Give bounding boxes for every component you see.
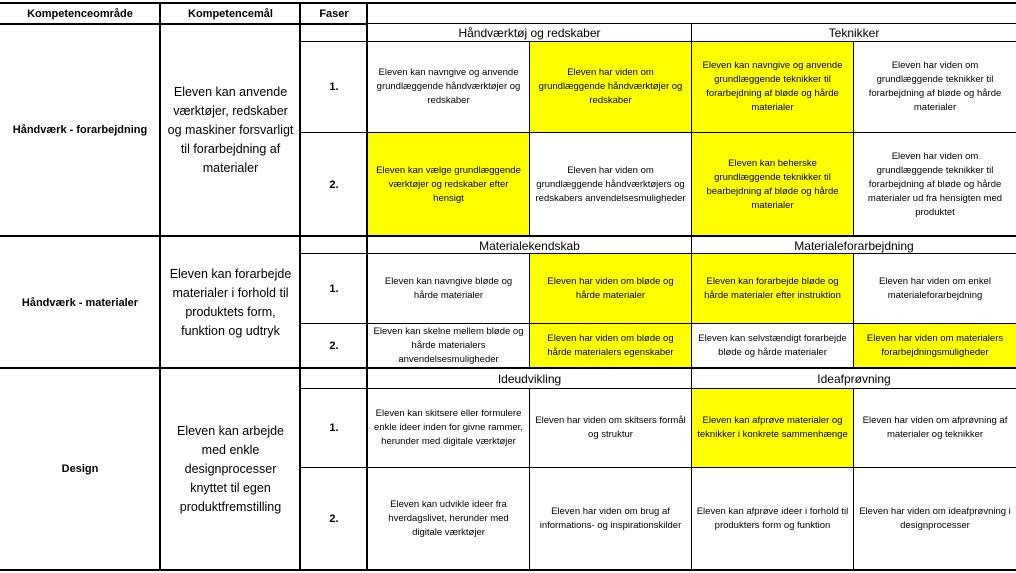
section-goal-text: Eleven kan arbejde med enkle designprocesser knyttet til egen produktfremstilling xyxy=(176,423,285,514)
section-area-label: Håndværk - materialer xyxy=(21,296,139,309)
section-goal-text: Eleven kan anvende værktøjer, redskaber og maskiner forsvarligt til forarbejdning af materialer xyxy=(167,84,294,175)
table-cell: Eleven kan afprøve materialer og teknikker i konkrete sammenhænge xyxy=(692,389,853,467)
table-cell: Eleven har viden om grundlæggende teknikker til forarbejdning af bløde og hårde materialer ud fra hensigten med produktet xyxy=(867,150,1003,218)
table-cell: Eleven har viden om grundlæggende håndværktøjers og redskabers anvendelsesmuligheder xyxy=(535,164,686,204)
header-phases: Faser xyxy=(319,7,349,20)
table-cell: Eleven kan udvikle ideer fra hverdagslivet, herunder med digitale værktøjer xyxy=(388,498,509,538)
grid-line xyxy=(529,254,530,368)
phase-label: 2. xyxy=(329,340,339,352)
grid-line xyxy=(301,41,1016,42)
grid-line xyxy=(529,389,530,569)
grid-line xyxy=(366,2,368,571)
header-competence-goal: Kompetencemål xyxy=(188,7,273,20)
phase-label: 2. xyxy=(329,512,339,525)
section-area-label: Design xyxy=(61,463,99,475)
header-competence-area: Kompetenceområde xyxy=(27,7,133,20)
grid-line xyxy=(301,253,1016,254)
grid-line xyxy=(853,42,854,236)
grid-line xyxy=(0,367,1016,369)
section-area-label: Håndværk - forarbejdning xyxy=(12,124,148,136)
section-goal-text: Eleven kan forarbejde materialer i forhold til produktets form, funktion og udtryk xyxy=(169,266,292,338)
grid-line xyxy=(529,42,530,236)
grid-line xyxy=(691,24,692,569)
grid-line xyxy=(159,2,161,571)
phase-label: 1. xyxy=(329,81,339,93)
group-header: Teknikker xyxy=(828,26,880,40)
grid-line xyxy=(0,23,367,25)
table-cell: Eleven kan skitsere eller formulere enkle ideer inden for givne rammer, herunder med digitale værktøjer xyxy=(374,408,523,447)
table-cell: Eleven har viden om bløde og hårde materialer xyxy=(530,254,691,323)
grid-line xyxy=(301,388,1016,389)
grid-line xyxy=(0,235,1016,237)
phase-label: 2. xyxy=(329,178,339,191)
table-cell: Eleven har viden om brug af informations- og inspirationskilder xyxy=(539,505,682,531)
table-cell: Eleven har viden om grundlæggende teknikker til forarbejdning af bløde og hårde materialer xyxy=(868,60,1002,113)
phase-label: 1. xyxy=(329,422,339,434)
table-cell: Eleven kan selvstændigt forarbejde bløde og hårde materialer xyxy=(698,333,847,358)
group-header: Håndværktøj og redskaber xyxy=(458,26,601,40)
grid-line xyxy=(301,132,1016,133)
group-header: Ideafprøvning xyxy=(817,371,891,386)
table-cell: Eleven har viden om grundlæggende håndværktøjer og redskaber xyxy=(530,42,691,132)
table-cell: Eleven kan forarbejde bløde og hårde materialer efter instruktion xyxy=(692,254,853,323)
grid-line xyxy=(301,467,1016,468)
group-header: Materialekendskab xyxy=(479,238,580,253)
grid-line xyxy=(0,569,1016,571)
table-cell: Eleven har viden om skitsers formål og struktur xyxy=(535,415,686,440)
table-cell: Eleven har viden om materialers forarbejdningsmuligheder xyxy=(854,324,1016,368)
table-cell: Eleven har viden om enkel materialeforarbejdning xyxy=(879,275,991,301)
group-header: Materialeforarbejdning xyxy=(794,238,914,253)
table-cell: Eleven kan navngive og anvende grundlæggende håndværktøjer og redskaber xyxy=(376,67,521,106)
table-cell: Eleven har viden om afprøvning af materialer og teknikker xyxy=(862,415,1008,440)
grid-line xyxy=(301,323,1016,324)
table-cell: Eleven kan afprøve ideer i forhold til produkters form og funktion xyxy=(696,505,849,531)
table-cell: Eleven kan vælge grundlæggende værktøjer og redskaber efter hensigt xyxy=(368,133,529,236)
table-cell: Eleven kan skelne mellem bløde og hårde materialers anvendelsesmuligheder xyxy=(373,326,524,365)
table-cell: Eleven har viden om ideafprøvning i designprocesser xyxy=(859,505,1011,531)
grid-line xyxy=(853,389,854,569)
table-cell: Eleven kan navngive bløde og hårde materialer xyxy=(384,275,513,301)
table-cell: Eleven har viden om bløde og hårde materialers egenskaber xyxy=(530,324,691,368)
grid-line xyxy=(0,2,1016,4)
grid-line xyxy=(853,254,854,368)
table-cell: Eleven kan navngive og anvende grundlæggende teknikker til forarbejdning af bløde og hårde materialer xyxy=(692,42,853,132)
grid-line xyxy=(299,2,301,571)
phase-label: 1. xyxy=(329,282,339,295)
group-header: Ideudvikling xyxy=(497,371,562,386)
table-cell: Eleven kan beherske grundlæggende teknikker til bearbejdning af bløde og hårde materialer xyxy=(692,133,853,236)
